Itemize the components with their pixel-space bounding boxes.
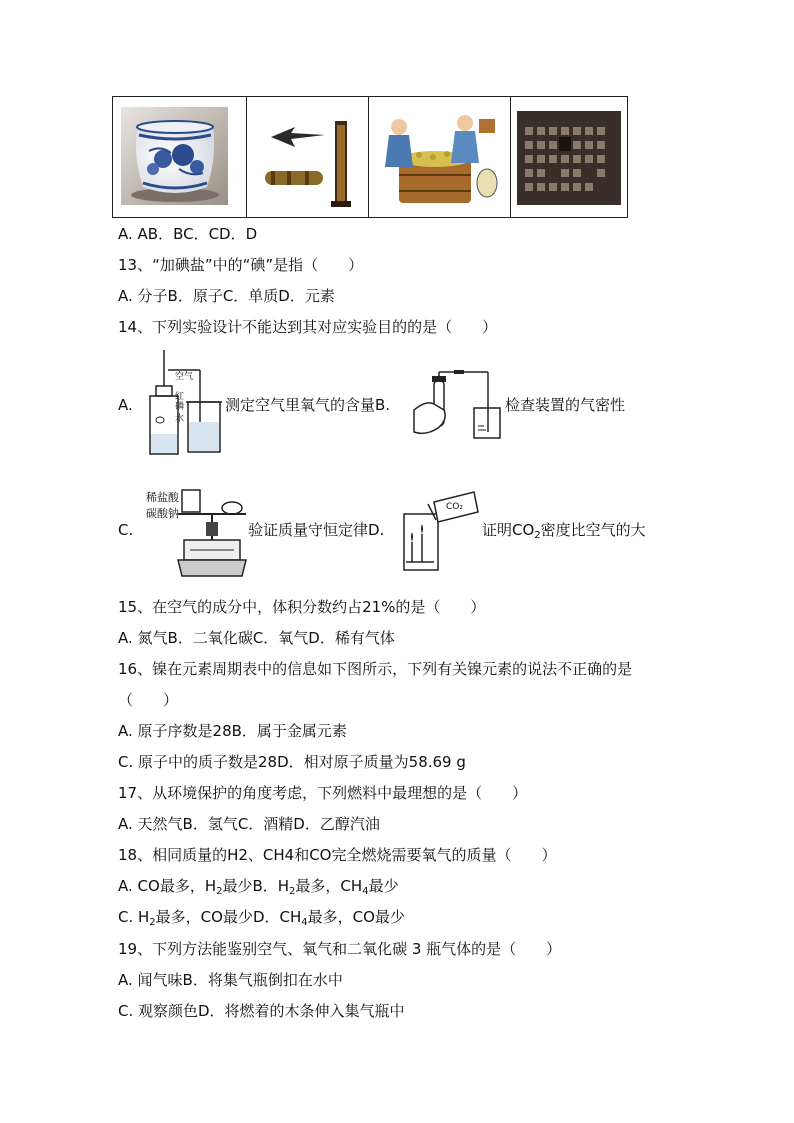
q14-b-text: 检查装置的气密性 — [505, 396, 626, 414]
q18-o1-s3: 4 — [362, 886, 369, 897]
q16-stem: 16、镍在元素周期表中的信息如下图所示，下列有关镍元素的说法不正确的是 — [118, 660, 633, 678]
q18-o2-s1: 2 — [149, 917, 156, 928]
co2-density-figure — [400, 490, 480, 574]
q19-options-1: A. 闻气味B．将集气瓶倒扣在水中 — [118, 971, 343, 989]
airtightness-check-figure — [408, 370, 504, 442]
q18-options-1 — [118, 876, 399, 902]
q18-o2-s2: 4 — [301, 917, 308, 928]
q18-o1-d: 最少 — [368, 877, 399, 895]
q17-options: A. 天然气B．氢气C．酒精D．乙醇汽油 — [118, 815, 380, 833]
q14-c-text: 验证质量守恒定律D. — [248, 521, 385, 539]
papermaking-picture — [369, 97, 512, 217]
q14-a-label-p1: 红 — [175, 392, 185, 402]
porcelain-picture — [113, 97, 247, 217]
q18-o1-s2: 2 — [289, 886, 296, 897]
q16-options-1: A. 原子序数是28B．属于金属元素 — [118, 722, 347, 740]
q18-o1-c: 最多，CH — [295, 877, 363, 895]
movable-type-picture — [511, 97, 627, 217]
q12-picture-table — [112, 96, 628, 218]
q18-o2-a: C. H — [118, 908, 150, 926]
q14-a-label-air1: 空 — [175, 372, 185, 382]
q16-options-2: C. 原子中的质子数是28D．相对原子质量为58.69 g — [118, 753, 466, 771]
q14-d-text-a: 证明CO — [482, 521, 535, 539]
balance-apparatus-figure — [176, 486, 250, 580]
q14-a-label-air2: 气 — [184, 372, 194, 382]
q18-stem: 18、相同质量的H2、CH4和CO完全燃烧需要氧气的质量（ ） — [118, 846, 557, 864]
q14-d-text — [482, 520, 646, 546]
q14-stem: 14、下列实验设计不能达到其对应实验目的的是（ ） — [118, 318, 498, 336]
compass-picture — [247, 97, 369, 217]
q14-a-label-water: 水 — [175, 414, 185, 424]
q17-stem: 17、从环境保护的角度考虑，下列燃料中最理想的是（ ） — [118, 784, 528, 802]
q18-o2-c: 最多，CO最少 — [307, 908, 405, 926]
q14-a-label-p2: 磷 — [175, 402, 185, 412]
q14-d-label-co2: CO₂ — [446, 502, 463, 512]
q16-stem-cont: （ ） — [118, 691, 179, 709]
q12-options: A. AB．BC．CD．D — [118, 225, 258, 243]
q14-c-label-hcl: 稀盐酸 — [146, 491, 179, 504]
q13-stem: 13、“加碘盐”中的“碘”是指（ ） — [118, 256, 364, 274]
q14-a-prefix: A. — [118, 396, 133, 414]
q15-stem: 15、在空气的成分中，体积分数约占21%的是（ ） — [118, 598, 486, 616]
q14-d-text-sub: 2 — [534, 530, 541, 541]
q19-stem: 19、下列方法能鉴别空气、氧气和二氧化碳 3 瓶气体的是（ ） — [118, 940, 562, 958]
q18-o1-s1: 2 — [216, 886, 223, 897]
q18-o1-b: 最少B．H — [222, 877, 290, 895]
q18-o1-a: A. CO最多，H — [118, 877, 217, 895]
q14-c-prefix: C. — [118, 521, 134, 539]
q14-d-text-b: 密度比空气的大 — [540, 521, 646, 539]
q15-options: A. 氮气B．二氧化碳C．氧气D．稀有气体 — [118, 629, 395, 647]
q14-c-label-na2co3: 碳酸钠 — [146, 507, 179, 520]
q13-options: A. 分子B．原子C．单质D．元素 — [118, 287, 335, 305]
q18-options-2 — [118, 907, 405, 933]
q18-o2-b: 最多，CO最少D．CH — [155, 908, 302, 926]
q14-a-text: 测定空气里氧气的含量B. — [225, 396, 391, 414]
q19-options-2: C. 观察颜色D．将燃着的木条伸入集气瓶中 — [118, 1002, 405, 1020]
